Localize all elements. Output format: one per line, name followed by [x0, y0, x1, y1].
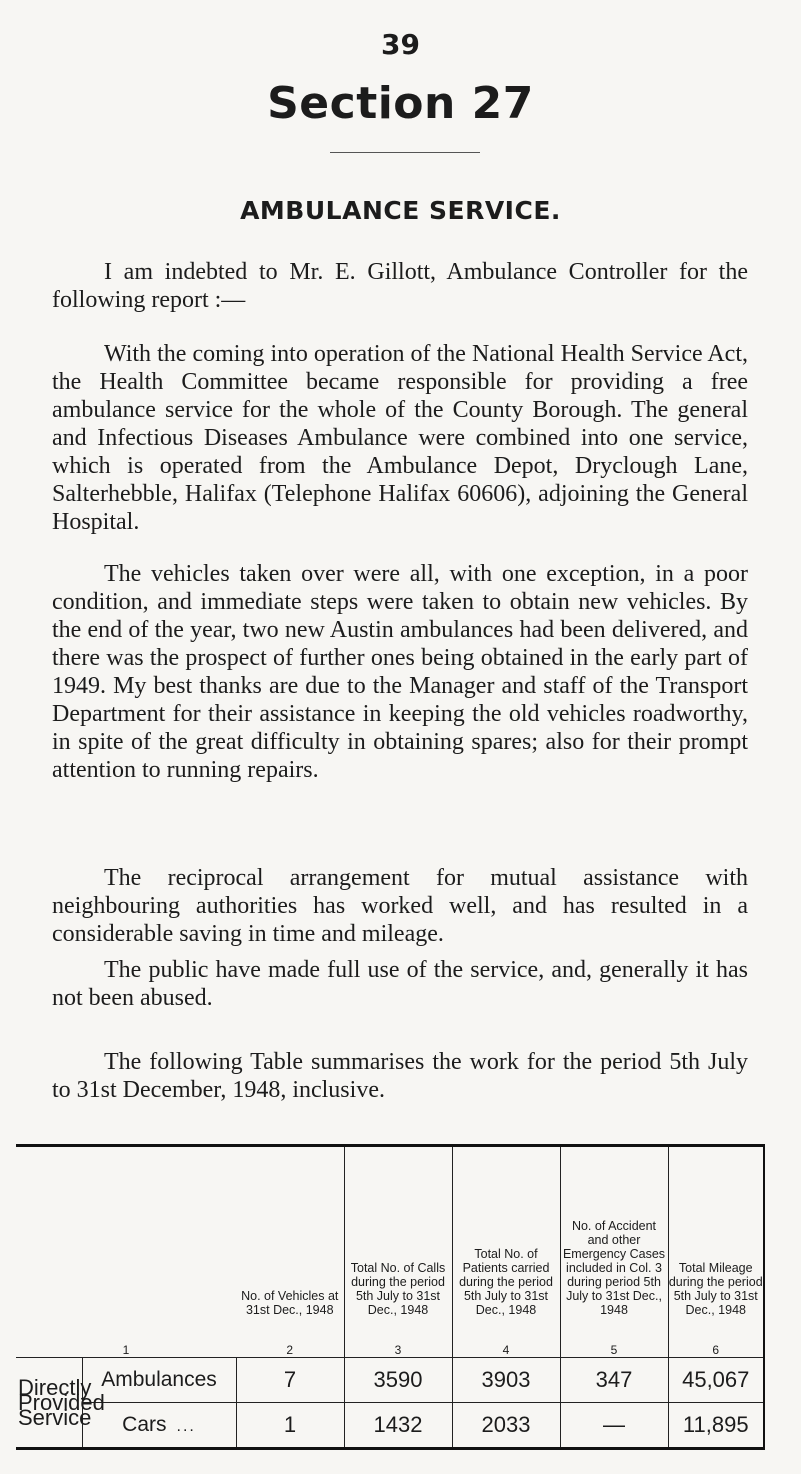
paragraph-public: The public have made full use of the service, and, generally it has not been abused. [52, 957, 748, 1011]
cell-vehicles: 1 [236, 1403, 344, 1449]
summary-table-body [16, 1144, 765, 1450]
header-emergency: No. of Accident and other Emergency Cases included in Col. 3 during period 5th July to 31st Dec., 1948 5 [560, 1146, 668, 1358]
header-mileage: Total Mileage during the period 5th July to 31st Dec., 1948 6 [668, 1146, 764, 1358]
cell-mileage: 45,067 [668, 1358, 764, 1403]
cell-emergency: 347 [560, 1358, 668, 1403]
section-title: Section 27 [267, 78, 534, 129]
page-heading: AMBULANCE SERVICE. [240, 196, 561, 225]
header-vehicles: No. of Vehicles at 31st Dec., 1948 2 [241, 1289, 339, 1357]
table-row [16, 1358, 764, 1403]
cell-patients: 3903 [452, 1358, 560, 1403]
paragraph-reciprocal: The reciprocal arrangement for mutual assistance with neighbouring authorities has worked well, and has resulted in a considerable saving in time and mileage. [52, 865, 748, 947]
cell-mileage: 11,895 [668, 1403, 764, 1449]
cell-calls: 1432 [344, 1403, 452, 1449]
title-underline [330, 152, 480, 153]
header-patients: Total No. of Patients carried during the period 5th July to 31st Dec., 1948 4 [452, 1146, 560, 1358]
paragraph-service: With the coming into operation of the National Health Service Act, the Health Committee became responsible for providing a free ambulance service for the whole of the County Borough. The general and Infectious Diseases Ambulance were combined into one service, which is operated from the Ambulance Depot, Dryclough Lane, Salterhebble, Halifax (Telephone Halifax 60606), adjoining the General Hospital. [52, 341, 748, 535]
table-row [16, 1403, 764, 1449]
header-calls: Total No. of Calls during the period 5th July to 31st Dec., 1948 3 [344, 1146, 452, 1358]
row-group-label: Directly Provided Service [16, 1358, 82, 1449]
cell-emergency: — [560, 1403, 668, 1449]
paragraph-vehicles: The vehicles taken over were all, with one exception, in a poor condition, and immediate steps were taken to obtain new vehicles. By the end of the year, two new Austin ambulances had been delivered, and there was the prospect of further ones being obtained in the early part of 1949. My best thanks are due to the Manager and staff of the Transport Department for their assistance in keeping the old vehicles roadworthy, in spite of the great difficulty in obtaining spares; also for their prompt attention to running repairs. [52, 561, 748, 783]
paragraph-table-intro: The following Table summarises the work for the period 5th July to 31st December, 1948, inclusive. [52, 1049, 748, 1103]
cell-patients: 2033 [452, 1403, 560, 1449]
row-label-cars: Cars ... [82, 1403, 236, 1449]
cell-vehicles: 7 [236, 1358, 344, 1403]
paragraph-intro: I am indebted to Mr. E. Gillott, Ambulance Controller for the following report :— [52, 259, 748, 313]
row-label-ambulances: Ambulances [82, 1358, 236, 1403]
header-col-label: 1 [122, 1343, 130, 1357]
table-header-row-full [16, 1146, 764, 1358]
cell-calls: 3590 [344, 1358, 452, 1403]
page-number: 39 [381, 28, 420, 61]
